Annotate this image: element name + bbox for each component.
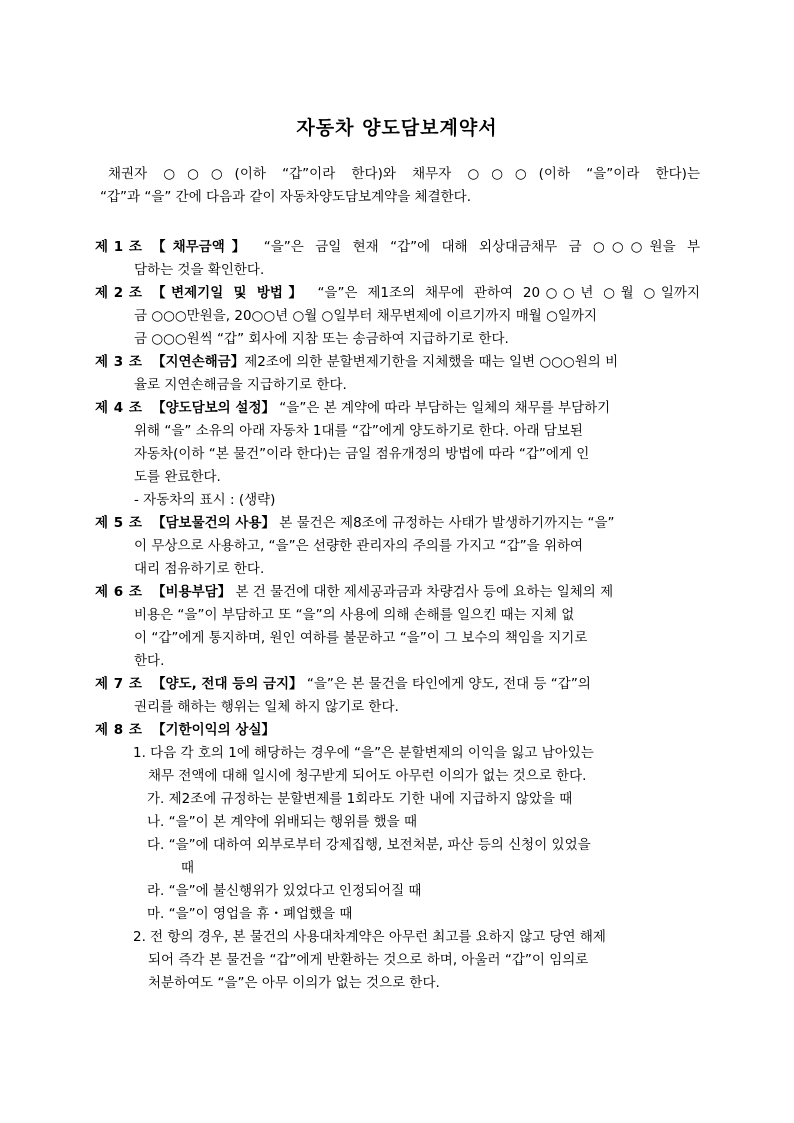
article-text: 담하는 것을 확인한다. <box>134 262 265 278</box>
list-item: 가. 제2조에 규정하는 분할변제를 1회라도 기한 내에 지급하지 않았을 때 <box>147 791 573 807</box>
article-3 <box>95 351 700 397</box>
article-text: 금 ○○○만원을, 20○○년 ○월 ○일부터 채무변제에 이르기까지 매월 ○일까지 <box>134 308 598 324</box>
article-text: 이 “갑”에게 통지하며, 원인 여하를 불문하고 “을”이 그 보수의 책임을 지기로 <box>134 630 588 646</box>
article-text: 본 건 물건에 대한 제세공과금과 차량검사 등에 요하는 일체의 제 <box>235 584 614 600</box>
article-text: “을”은 본 계약에 따라 부담하는 일체의 채무를 부담하기 <box>279 400 611 416</box>
article-7 <box>95 673 700 719</box>
clause-text: 2. 전 항의 경우, 본 물건의 사용대차계약은 아무런 최고를 요하지 않고 당연 해제 <box>133 929 606 945</box>
article-number: 제 7 조 <box>95 676 143 692</box>
article-heading: 【양도, 전대 등의 금지】 <box>152 676 303 692</box>
article-text: “을”은 금일 현재 “갑”에 대해 외상대금채무 금 ○○○원을 부 <box>263 239 701 255</box>
article-number: 제 4 조 <box>95 400 143 416</box>
article-text: 금 ○○○원씩 “갑” 회사에 지참 또는 송금하여 지급하기로 한다. <box>134 331 509 347</box>
list-item: 라. “을”에 불신행위가 있었다고 인정되어질 때 <box>147 883 422 899</box>
article-number: 제 5 조 <box>95 515 143 531</box>
article-6 <box>95 581 700 673</box>
article-number: 제 6 조 <box>95 584 143 600</box>
article-heading: 【비용부담】 <box>152 584 232 600</box>
article-number: 제 3 조 <box>95 354 143 370</box>
article-5 <box>95 512 700 581</box>
list-item: 마. “을”이 영업을 휴・폐업했을 때 <box>147 906 353 922</box>
article-text: 비용은 “을”이 부담하고 또 “을”의 사용에 의해 손해를 일으킨 때는 지체 없 <box>134 607 575 623</box>
article-text: 제2조에 의한 분할변제기한을 지체했을 때는 일변 ○○○원의 비 <box>244 354 619 370</box>
article-text: 위해 “을” 소유의 아래 자동차 1대를 “갑”에게 양도하기로 한다. 아래 담보된 <box>134 423 583 439</box>
article-heading: 【지연손해금】 <box>152 354 245 370</box>
vehicle-description: - 자동차의 표시 : (생략) <box>134 492 276 508</box>
article-4 <box>95 397 700 512</box>
clause-text: 되어 즉각 본 물건을 “갑”에게 반환하는 것으로 하며, 아울러 “갑”이 임의로 <box>148 952 589 968</box>
article-text: “을”은 본 물건을 타인에게 양도, 전대 등 “갑”의 <box>306 676 591 692</box>
article-number: 제 2 조 <box>95 285 143 301</box>
article-text: 권리를 해하는 행위는 일체 하지 않기로 한다. <box>134 699 399 715</box>
document-title: 자동차 양도담보계약서 <box>296 117 498 139</box>
article-1 <box>95 236 700 282</box>
intro-line: 채권자 ○○○(이하 “갑”이라 한다)와 채무자 ○○○(이하 “을”이라 한다)는 <box>108 166 700 182</box>
article-text: 자동차(이하 “본 물건”이라 한다)는 금일 점유개정의 방법에 따라 “갑”에게 인 <box>134 446 590 462</box>
article-text: 율로 지연손해금을 지급하기로 한다. <box>134 377 347 393</box>
article-heading: 【채무금액】 <box>152 239 253 255</box>
clause-text: 1. 다음 각 호의 1에 해당하는 경우에 “을”은 분할변제의 이익을 잃고 남아있는 <box>133 745 594 761</box>
article-text: 도를 완료한다. <box>134 469 221 485</box>
list-item: 다. “을”에 대하여 외부로부터 강제집행, 보전처분, 파산 등의 신청이 있었을 <box>147 837 591 853</box>
list-item-continuation: 때 <box>181 860 195 876</box>
article-heading: 【변제기일 및 방법】 <box>152 285 308 301</box>
articles-list <box>95 236 700 995</box>
article-heading: 【양도담보의 설정】 <box>152 400 275 416</box>
clause-text: 채무 전액에 대해 일시에 청구받게 되어도 아무런 이의가 없는 것으로 한다. <box>148 768 587 784</box>
intro-paragraph <box>100 163 700 209</box>
article-heading: 【담보물건의 사용】 <box>152 515 275 531</box>
article-text: 본 물건은 제8조에 규정하는 사태가 발생하기까지는 “을” <box>279 515 615 531</box>
intro-line: “갑”과 “을” 간에 다음과 같이 자동차양도담보계약을 체결한다. <box>100 189 471 205</box>
article-text: “을”은 제1조의 채무에 관하여 20○○년 ○월 ○일까지 <box>317 285 701 301</box>
article-text: 한다. <box>134 653 165 669</box>
article-number: 제 1 조 <box>95 239 143 255</box>
article-2 <box>95 282 700 351</box>
article-text: 대리 점유하기로 한다. <box>134 561 265 577</box>
article-8 <box>95 719 700 995</box>
article-heading: 【기한이익의 상실】 <box>152 722 275 738</box>
article-number: 제 8 조 <box>95 722 143 738</box>
article-text: 이 무상으로 사용하고, “을”은 선량한 관리자의 주의를 가지고 “갑”을 위하여 <box>134 538 584 554</box>
clause-text: 처분하여도 “을”은 아무 이의가 없는 것으로 한다. <box>148 975 440 991</box>
list-item: 나. “을”이 본 계약에 위배되는 행위를 했을 때 <box>147 814 418 830</box>
